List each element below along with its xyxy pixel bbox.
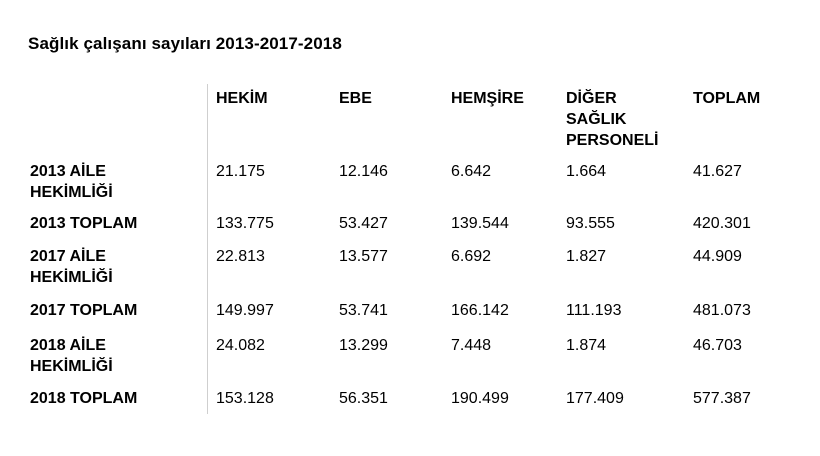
row-label: 2018 AİLE HEKİMLİĞİ	[30, 337, 113, 375]
table-cell: 44.909	[693, 248, 742, 265]
table-cell: 6.642	[451, 163, 492, 180]
table-cell: 46.703	[693, 337, 742, 354]
table-cell: 149.997	[216, 302, 274, 319]
table-cell: 24.082	[216, 337, 265, 354]
table-cell: 22.813	[216, 248, 265, 265]
table-cell: 153.128	[216, 390, 274, 407]
table-cell: 1.827	[566, 248, 607, 265]
table-cell: 93.555	[566, 215, 615, 232]
column-divider	[207, 84, 208, 414]
table-cell: 7.448	[451, 337, 492, 354]
table-cell: 1.874	[566, 337, 607, 354]
table-cell: 13.577	[339, 248, 388, 265]
table-cell: 577.387	[693, 390, 751, 407]
table-cell: 111.193	[566, 302, 622, 319]
table-cell: 133.775	[216, 215, 274, 232]
header-hemsire: HEMŞİRE	[451, 90, 524, 107]
table-cell: 481.073	[693, 302, 751, 319]
row-label: 2013 TOPLAM	[30, 215, 138, 232]
table-cell: 190.499	[451, 390, 509, 407]
page-title: Sağlık çalışanı sayıları 2013-2017-2018	[28, 34, 342, 53]
table-cell: 13.299	[339, 337, 388, 354]
table-cell: 56.351	[339, 390, 388, 407]
row-label: 2013 AİLE HEKİMLİĞİ	[30, 163, 113, 201]
table-cell: 12.146	[339, 163, 388, 180]
row-label: 2017 AİLE HEKİMLİĞİ	[30, 248, 113, 286]
header-toplam: TOPLAM	[693, 90, 761, 107]
table-cell: 166.142	[451, 302, 509, 319]
table-cell: 21.175	[216, 163, 265, 180]
header-diger: DİĞER SAĞLIK PERSONELİ	[566, 90, 659, 149]
table-cell: 6.692	[451, 248, 492, 265]
table-cell: 53.427	[339, 215, 388, 232]
header-hekim: HEKİM	[216, 90, 268, 107]
table-cell: 41.627	[693, 163, 742, 180]
table-cell: 177.409	[566, 390, 624, 407]
table-cell: 1.664	[566, 163, 607, 180]
row-label: 2018 TOPLAM	[30, 390, 138, 407]
header-ebe: EBE	[339, 90, 372, 107]
table-cell: 139.544	[451, 215, 509, 232]
table-cell: 53.741	[339, 302, 388, 319]
row-label: 2017 TOPLAM	[30, 302, 138, 319]
table-cell: 420.301	[693, 215, 751, 232]
